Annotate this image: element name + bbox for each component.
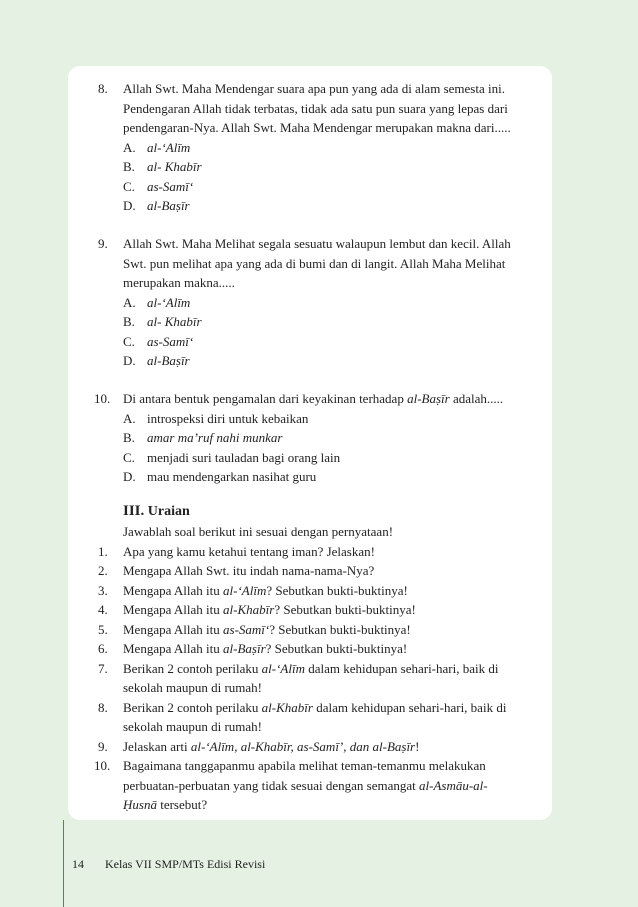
- essay-text-part: Berikan 2 contoh perilaku: [123, 660, 262, 676]
- question-line: Allah Swt. Maha Melihat segala sesuatu walaupun lembut dan kecil. Allah: [123, 236, 511, 251]
- option-text: al- Khabīr: [147, 159, 202, 174]
- essay-term: Ḥusnā: [123, 797, 157, 812]
- essay-text-part: Mengapa Allah itu: [123, 621, 224, 637]
- question-text: adalah.....: [449, 391, 504, 406]
- essay-text-part: Berikan 2 contoh perilaku: [123, 699, 262, 715]
- section-number: III.: [123, 503, 145, 519]
- essay-text-part: ? Sebutkan bukti-buktinya!: [265, 641, 408, 656]
- option-letter: C.: [123, 333, 135, 349]
- option-letter: A.: [123, 139, 136, 155]
- option-letter: B.: [123, 159, 135, 174]
- option-text: amar ma’ruf nahi munkar: [147, 430, 283, 445]
- essay-number: 10.: [94, 758, 111, 773]
- option-text: al-Baṣīr: [147, 198, 190, 213]
- option-letter: C.: [123, 178, 135, 194]
- book-title: Kelas VII SMP/MTs Edisi Revisi: [105, 857, 266, 871]
- essay-text-part: Bagaimana tanggapanmu apabila melihat teman-temanmu melakukan: [123, 758, 486, 773]
- question-line: Allah Swt. Maha Mendengar suara apa pun yang ada di alam semesta ini.: [123, 81, 505, 96]
- essay-text-part: dalam kehidupan sehari-hari, baik di: [312, 699, 507, 715]
- essay-text-part: ? Sebutkan bukti-buktinya!: [274, 602, 416, 617]
- essay-text-part: Jelaskan arti: [123, 738, 191, 754]
- option-text: al-Baṣīr: [147, 353, 190, 368]
- option-letter: D.: [123, 353, 136, 368]
- essay-text: [123, 756, 546, 776]
- section-heading: [123, 502, 190, 522]
- essay-text: [123, 717, 546, 737]
- essay-text-part: dalam kehidupan sehari-hari, baik di: [304, 660, 499, 676]
- essay-text-part: sekolah maupun di rumah!: [123, 680, 262, 695]
- option-letter: D.: [123, 198, 136, 213]
- question-term: al-Baṣīr: [407, 391, 450, 406]
- essay-text: [123, 737, 546, 757]
- essay-text-part: tersebut?: [156, 797, 208, 812]
- option-letter: B.: [123, 314, 135, 329]
- essay-number: 1.: [98, 543, 108, 559]
- question-line: Pendengaran Allah tidak terbatas, tidak ada satu pun suara yang lepas dari: [123, 100, 508, 116]
- essay-term: al-Khabīr: [223, 602, 275, 617]
- question-line: Swt. pun melihat apa yang ada di bumi dan di langit. Allah Maha Melihat: [123, 255, 506, 271]
- option-text: al-‘Alīm: [147, 294, 191, 310]
- essay-term: al-‘Alīm: [261, 660, 305, 676]
- essay-text: [123, 620, 546, 640]
- essay-text: [123, 659, 546, 679]
- question-line: merupakan makna.....: [123, 275, 235, 290]
- essay-text-part: perbuatan-perbuatan yang tidak sesuai dengan semangat: [123, 777, 419, 793]
- essay-text: [123, 678, 546, 698]
- essay-text-part: !: [415, 738, 420, 754]
- option-text: mau mendengarkan nasihat guru: [147, 469, 317, 484]
- essay-text: [123, 776, 546, 796]
- footer-divider: [63, 820, 64, 907]
- essay-number: 5.: [98, 621, 108, 637]
- essay-text-part: Mengapa Allah itu: [123, 582, 224, 598]
- question-number: 8.: [98, 81, 108, 96]
- page-number: 14: [72, 857, 84, 871]
- essay-number: 6.: [98, 641, 108, 656]
- essay-text: [123, 561, 546, 581]
- essay-text: [123, 581, 546, 601]
- essay-term: al-‘Alīm: [223, 582, 267, 598]
- option-letter: D.: [123, 469, 136, 484]
- essay-number: 9.: [98, 738, 108, 754]
- question-number: 9.: [98, 236, 108, 251]
- option-text: introspeksi diri untuk kebaikan: [147, 410, 309, 426]
- option-text: al-‘Alīm: [147, 139, 191, 155]
- question-line: [123, 389, 546, 409]
- essay-text-part: Apa yang kamu ketahui tentang iman? Jelaskan!: [123, 543, 375, 559]
- essay-text: [123, 542, 546, 562]
- option-text: al- Khabīr: [147, 314, 202, 329]
- essay-term: al-‘Alīm, al-Khabīr, as-Samī’, dan al-Baṣīr: [190, 738, 416, 754]
- content-area: [68, 66, 552, 820]
- essay-number: 8.: [98, 699, 108, 715]
- essay-text-part: Mengapa Allah Swt. itu indah nama-nama-Nya?: [123, 563, 375, 578]
- essay-term: al-Khabīr: [261, 699, 313, 715]
- instruction-text: Jawablah soal berikut ini sesuai dengan pernyataan!: [123, 524, 394, 539]
- question-line: pendengaran-Nya. Allah Swt. Maha Mendengar merupakan makna dari.....: [123, 120, 511, 135]
- content-card: [68, 66, 552, 820]
- essay-text: [123, 639, 546, 659]
- essay-term: al-Asmāu-al-: [419, 777, 488, 793]
- option-letter: A.: [123, 410, 136, 426]
- question-text: Di antara bentuk pengamalan dari keyakinan terhadap: [123, 391, 408, 406]
- essay-number: 3.: [98, 582, 108, 598]
- option-text: as-Samī‘: [147, 178, 194, 194]
- section-title: Uraian: [147, 504, 190, 519]
- essay-text: [123, 698, 546, 718]
- essay-text: [123, 795, 546, 815]
- option-letter: B.: [123, 430, 135, 445]
- essay-text-part: Mengapa Allah itu: [123, 602, 224, 617]
- essay-text-part: Mengapa Allah itu: [123, 641, 224, 656]
- essay-text: [123, 600, 546, 620]
- essay-number: 7.: [98, 660, 108, 676]
- essay-number: 4.: [98, 602, 108, 617]
- essay-term: as-Samī‘: [223, 621, 270, 637]
- essay-text-part: ? Sebutkan bukti-buktinya!: [266, 582, 408, 598]
- essay-term: al-Baṣīr: [223, 641, 266, 656]
- option-text: menjadi suri tauladan bagi orang lain: [147, 449, 341, 465]
- essay-text-part: sekolah maupun di rumah!: [123, 719, 262, 734]
- essay-number: 2.: [98, 563, 108, 578]
- question-number: 10.: [94, 391, 111, 406]
- option-letter: C.: [123, 449, 135, 465]
- essay-text-part: ? Sebutkan bukti-buktinya!: [269, 621, 411, 637]
- option-letter: A.: [123, 294, 136, 310]
- option-text: as-Samī‘: [147, 333, 194, 349]
